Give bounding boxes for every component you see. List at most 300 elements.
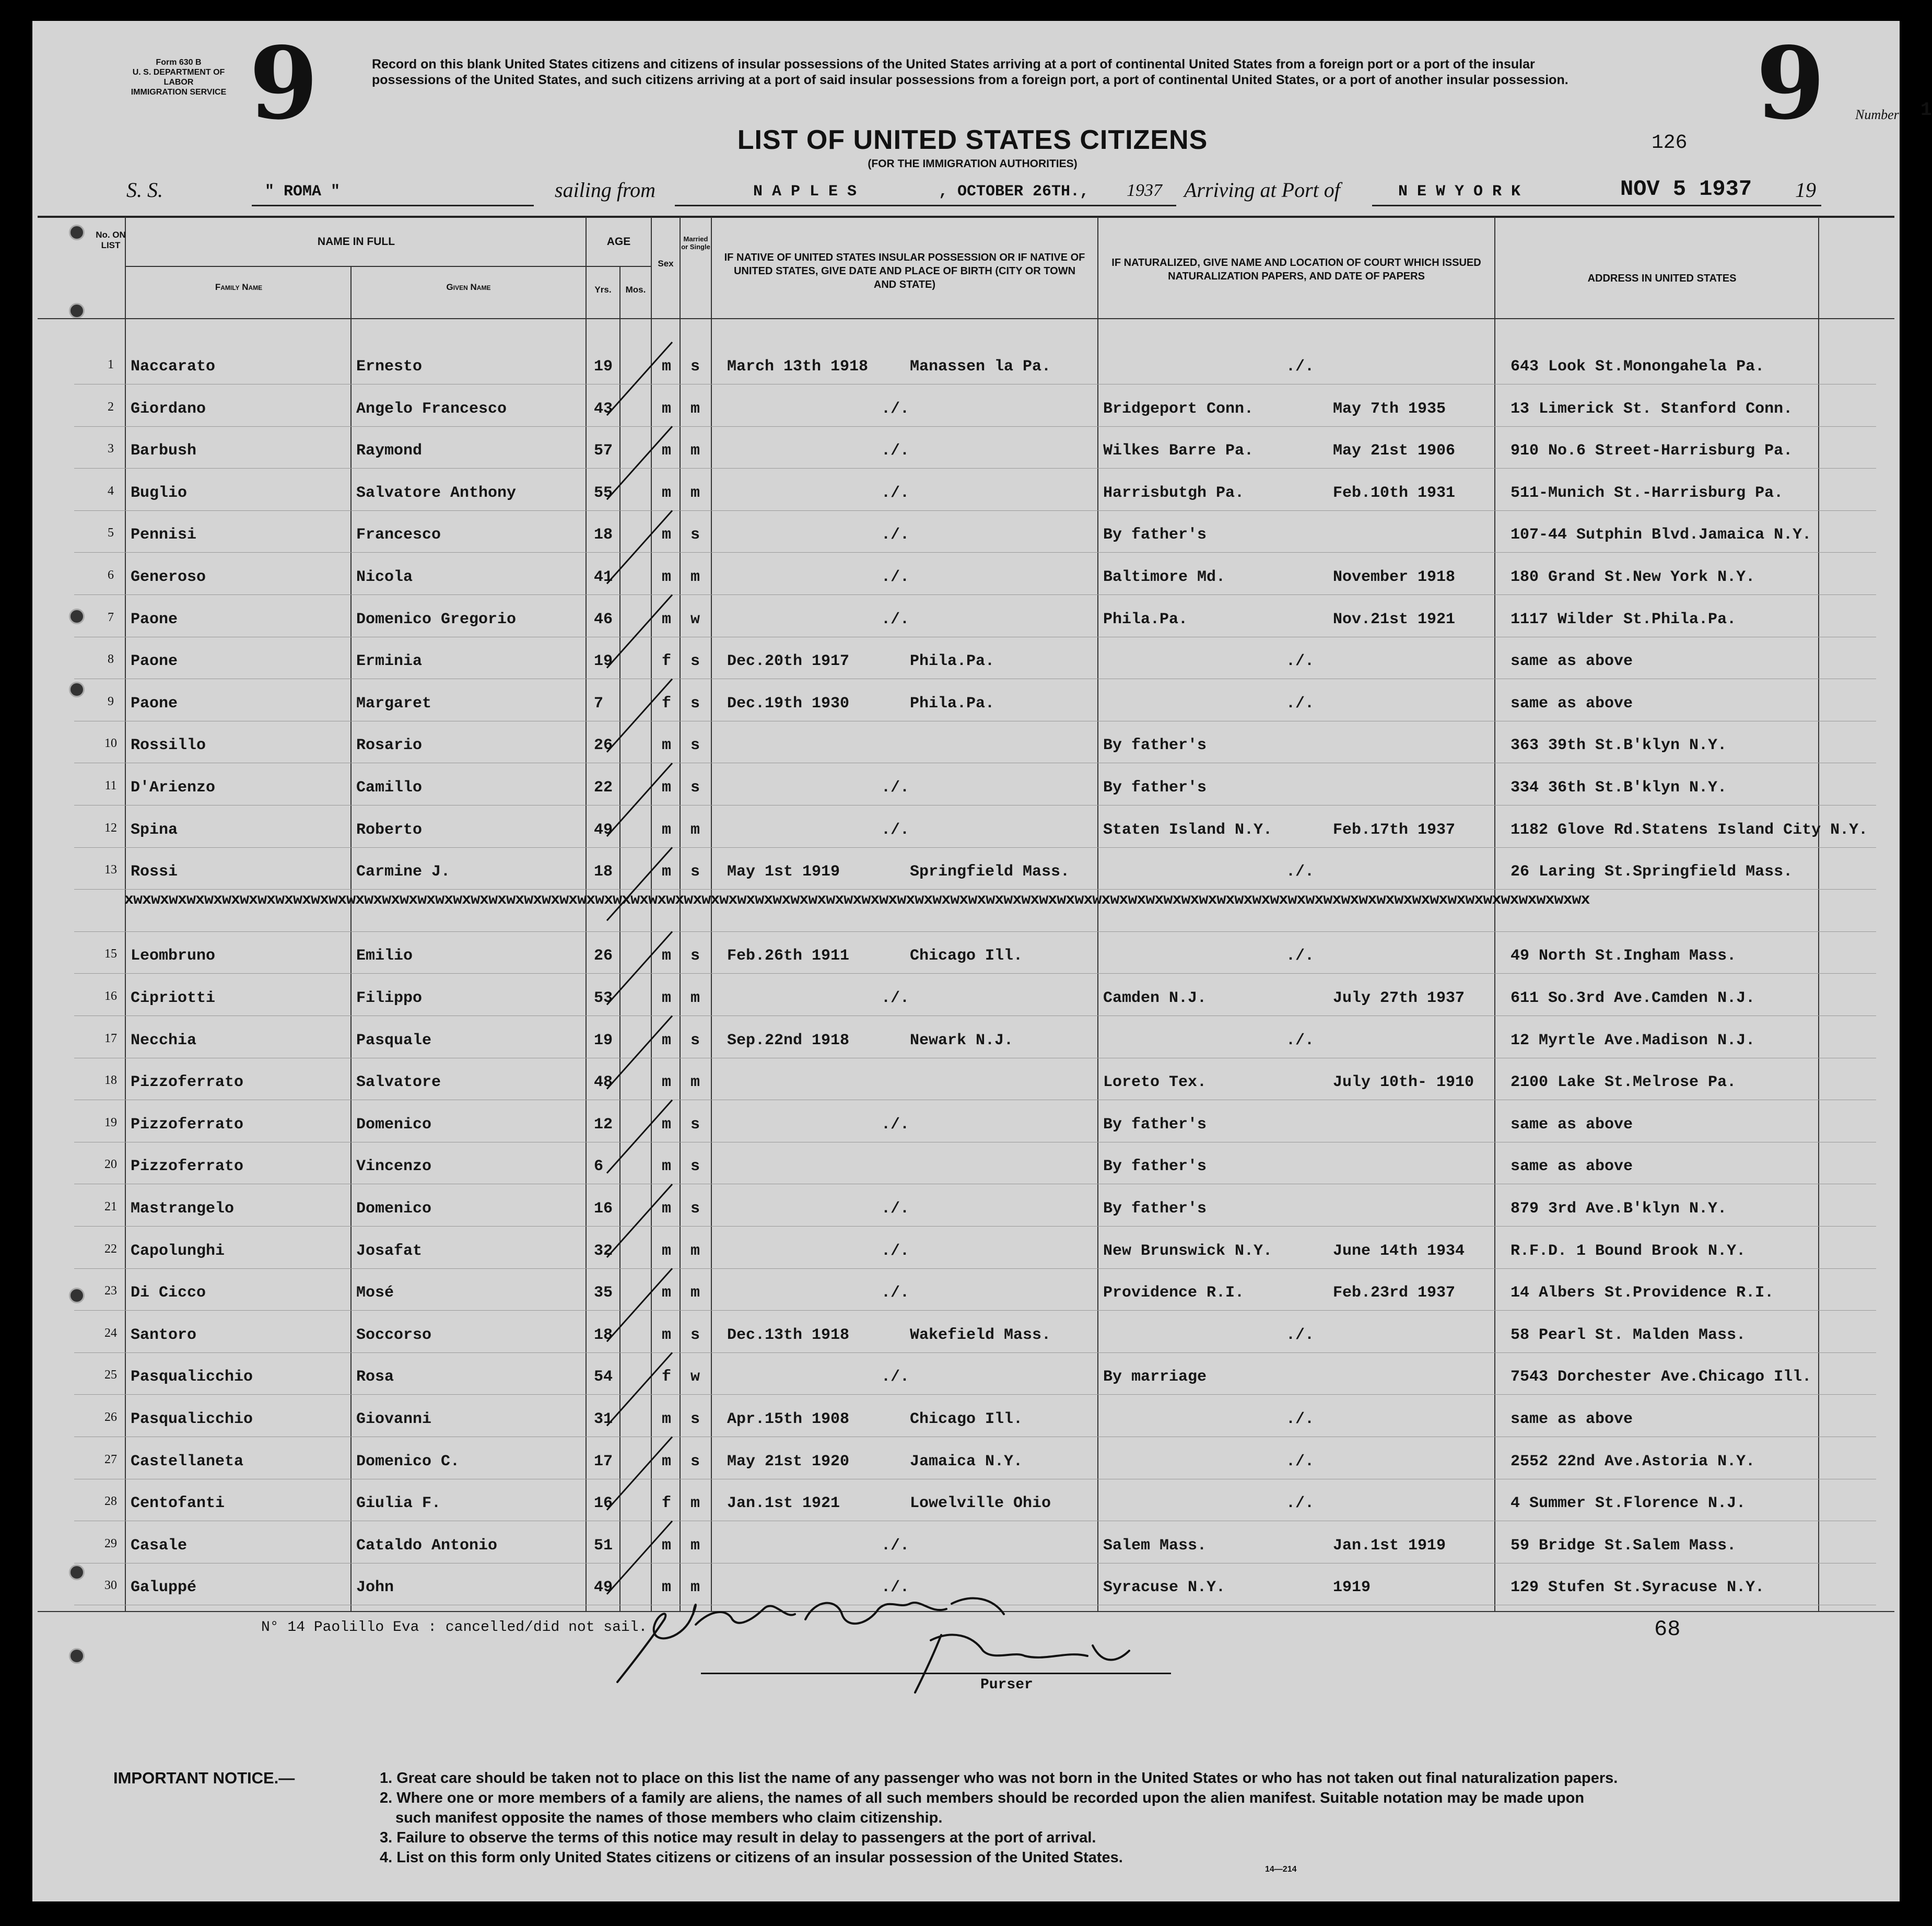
punch-hole-6 xyxy=(69,1565,85,1580)
birth-date: Apr.15th 1908 xyxy=(727,1410,850,1428)
family-name: Paone xyxy=(131,610,178,628)
row-number: 8 xyxy=(108,652,114,667)
row-number: 10 xyxy=(104,737,117,751)
naturalization-date: Nov.21st 1921 xyxy=(1333,610,1456,628)
marital-status: s xyxy=(690,1200,700,1218)
row-number: 30 xyxy=(104,1579,117,1593)
marital-status: s xyxy=(690,526,700,544)
row-rule xyxy=(74,510,1876,511)
marital-status: m xyxy=(690,1536,700,1555)
sex: m xyxy=(662,737,672,755)
birth-date: May 21st 1920 xyxy=(727,1452,850,1470)
ditto-mark: ./. xyxy=(881,568,910,586)
row-number: 2 xyxy=(108,400,114,414)
given-name: Carmine J. xyxy=(356,863,451,881)
family-name: Paone xyxy=(131,652,178,671)
punch-hole-7 xyxy=(69,1648,85,1664)
us-address: 611 So.3rd Ave.Camden N.J. xyxy=(1511,989,1755,1007)
family-name: Cipriotti xyxy=(131,989,216,1007)
marital-status: s xyxy=(690,1115,700,1134)
given-name: Raymond xyxy=(356,442,423,460)
family-name: Necchia xyxy=(131,1031,197,1049)
col-naturalized: IF NATURALIZED, GIVE NAME AND LOCATION OF COURT WHICH ISSUED NATURALIZATION PAPERS, AND DATE OF PAPERS xyxy=(1111,257,1481,282)
sex: m xyxy=(662,863,672,881)
family-name: Pizzoferrato xyxy=(131,1073,244,1092)
sex: m xyxy=(662,442,672,460)
punch-hole-4 xyxy=(69,682,85,697)
marital-status: m xyxy=(690,989,700,1007)
us-address: 26 Laring St.Springfield Mass. xyxy=(1511,863,1793,881)
age-years: 19 xyxy=(594,358,613,376)
big-number-right: 9 xyxy=(1756,25,1825,142)
ditto-mark: ./. xyxy=(1286,947,1315,965)
sex: m xyxy=(662,526,672,544)
family-name: Rossillo xyxy=(131,737,206,755)
naturalization-date: June 14th 1934 xyxy=(1333,1242,1465,1260)
sex: m xyxy=(662,1242,672,1260)
naturalization-court: By father's xyxy=(1103,1115,1207,1134)
row-number: 7 xyxy=(108,610,114,624)
given-name: Nicola xyxy=(356,568,413,586)
col-name-in-full: NAME IN FULL xyxy=(317,236,395,248)
marital-status: m xyxy=(690,1284,700,1302)
age-years: 16 xyxy=(594,1495,613,1513)
given-name: Salvatore xyxy=(356,1073,441,1092)
sex: m xyxy=(662,1200,672,1218)
row-rule xyxy=(74,1268,1876,1269)
marital-status: w xyxy=(690,610,700,628)
purser-signature-line xyxy=(701,1673,1171,1674)
us-address: R.F.D. 1 Bound Brook N.Y. xyxy=(1511,1242,1746,1260)
ditto-mark: ./. xyxy=(881,989,910,1007)
departure-date: , OCTOBER 26TH., xyxy=(939,183,1090,201)
sex: m xyxy=(662,1158,672,1176)
family-name: Leombruno xyxy=(131,947,216,965)
marital-status: m xyxy=(690,1579,700,1597)
us-address: 1117 Wilder St.Phila.Pa. xyxy=(1511,610,1737,628)
given-name: Ernesto xyxy=(356,358,423,376)
row-rule xyxy=(74,1310,1876,1311)
birth-place: Lowelville Ohio xyxy=(910,1495,1051,1513)
age-years: 7 xyxy=(594,694,604,713)
ship-name: " ROMA " xyxy=(265,183,341,201)
naturalization-date: Feb.10th 1931 xyxy=(1333,484,1456,502)
given-name: Josafat xyxy=(356,1242,423,1260)
naturalization-court: Providence R.I. xyxy=(1103,1284,1245,1302)
notice-item-1: 1. Great care should be taken not to place on this list the name of any passenger who was not born in the United States or who has not taken out final naturalization papers. xyxy=(380,1770,1618,1787)
marital-status: m xyxy=(690,400,700,418)
marital-status: s xyxy=(690,694,700,713)
age-years: 18 xyxy=(594,863,613,881)
sex: m xyxy=(662,1284,672,1302)
given-name: Rosa xyxy=(356,1368,394,1386)
sex: m xyxy=(662,610,672,628)
us-address: 2552 22nd Ave.Astoria N.Y. xyxy=(1511,1452,1755,1470)
family-name: Buglio xyxy=(131,484,188,502)
punch-hole-5 xyxy=(69,1288,85,1303)
naturalization-court: Camden N.J. xyxy=(1103,989,1207,1007)
birth-date: Feb.26th 1911 xyxy=(727,947,850,965)
marital-status: m xyxy=(690,1073,700,1092)
row-number: 5 xyxy=(108,526,114,540)
sex: m xyxy=(662,989,672,1007)
row-number: 26 xyxy=(104,1410,117,1424)
from-underline xyxy=(675,205,1176,206)
given-name: Soccorso xyxy=(356,1326,432,1344)
age-years: 6 xyxy=(594,1158,604,1176)
sex: m xyxy=(662,1115,672,1134)
age-years: 43 xyxy=(594,400,613,418)
marital-status: w xyxy=(690,1368,700,1386)
row-number: 28 xyxy=(104,1495,117,1509)
naturalization-court: By father's xyxy=(1103,779,1207,797)
given-name: Rosario xyxy=(356,737,423,755)
sex: m xyxy=(662,1326,672,1344)
age-years: 19 xyxy=(594,652,613,671)
purser-label: Purser xyxy=(980,1677,1033,1693)
us-address: same as above xyxy=(1511,1158,1633,1176)
col-no-on-list: No. ON LIST xyxy=(96,230,126,250)
ditto-mark: ./. xyxy=(881,1115,910,1134)
ditto-mark: ./. xyxy=(881,1242,910,1260)
row-number: 16 xyxy=(104,989,117,1003)
row-rule xyxy=(74,1226,1876,1227)
family-name: Barbush xyxy=(131,442,197,460)
sex: m xyxy=(662,821,672,839)
naturalization-date: Feb.17th 1937 xyxy=(1333,821,1456,839)
manifest-sheet xyxy=(32,21,1932,1901)
naturalization-court: Harrisbutgh Pa. xyxy=(1103,484,1245,502)
marital-status: s xyxy=(690,652,700,671)
ditto-mark: ./. xyxy=(881,526,910,544)
ditto-mark: ./. xyxy=(1286,694,1315,713)
birth-place: Springfield Mass. xyxy=(910,863,1070,881)
given-name: Erminia xyxy=(356,652,423,671)
sex: f xyxy=(662,694,672,713)
punch-hole-2 xyxy=(69,303,85,319)
family-name: Generoso xyxy=(131,568,206,586)
us-address: 59 Bridge St.Salem Mass. xyxy=(1511,1536,1737,1555)
row-rule xyxy=(74,847,1876,848)
us-address: 13 Limerick St. Stanford Conn. xyxy=(1511,400,1793,418)
age-years: 22 xyxy=(594,779,613,797)
given-name: Domenico xyxy=(356,1115,432,1134)
age-years: 48 xyxy=(594,1073,613,1092)
marital-status: m xyxy=(690,1242,700,1260)
naturalization-court: Phila.Pa. xyxy=(1103,610,1188,628)
naturalization-date: 1919 xyxy=(1333,1579,1371,1597)
given-name: Francesco xyxy=(356,526,441,544)
age-years: 19 xyxy=(594,1031,613,1049)
big-number-left: 9 xyxy=(249,25,319,142)
birth-date: Dec.20th 1917 xyxy=(727,652,850,671)
naturalization-court: By father's xyxy=(1103,526,1207,544)
row-rule xyxy=(74,973,1876,974)
col-given-name: Given Name xyxy=(446,282,491,292)
port-from: N A P L E S xyxy=(753,183,857,201)
ditto-mark: ./. xyxy=(881,1368,910,1386)
family-name: Pizzoferrato xyxy=(131,1115,244,1134)
sex: m xyxy=(662,1410,672,1428)
given-name: Mosé xyxy=(356,1284,394,1302)
marital-status: s xyxy=(690,863,700,881)
row-number: 19 xyxy=(104,1115,117,1129)
arrival-date-stamp: NOV 5 1937 xyxy=(1620,177,1752,202)
row-number: 1 xyxy=(108,358,114,371)
age-years: 18 xyxy=(594,526,613,544)
number-value: 1 xyxy=(1921,99,1932,121)
given-name: Margaret xyxy=(356,694,432,713)
naturalization-date: May 21st 1906 xyxy=(1333,442,1456,460)
age-years: 17 xyxy=(594,1452,613,1470)
marital-status: m xyxy=(690,1495,700,1513)
ditto-mark: ./. xyxy=(1286,1031,1315,1049)
birth-place: Jamaica N.Y. xyxy=(910,1452,1023,1470)
punch-hole-3 xyxy=(69,609,85,624)
birth-date: Sep.22nd 1918 xyxy=(727,1031,850,1049)
row-rule xyxy=(74,889,1876,890)
row-rule xyxy=(74,1352,1876,1353)
form-code: 14—214 xyxy=(1265,1865,1297,1874)
form-number: Form 630 B xyxy=(156,58,202,67)
stamped-number: 126 xyxy=(1652,132,1688,154)
notice-item-4: 4. List on this form only United States citizens or citizens of an insular possession of the United States. xyxy=(380,1849,1123,1866)
age-years: 49 xyxy=(594,821,613,839)
naturalization-date: July 10th- 1910 xyxy=(1333,1073,1474,1092)
row-number: 22 xyxy=(104,1242,117,1256)
row-number: 25 xyxy=(104,1368,117,1382)
birth-place: Chicago Ill. xyxy=(910,1410,1023,1428)
naturalization-court: Loreto Tex. xyxy=(1103,1073,1207,1092)
sex: m xyxy=(662,400,672,418)
ditto-mark: ./. xyxy=(881,779,910,797)
us-address: 180 Grand St.New York N.Y. xyxy=(1511,568,1755,586)
naturalization-court: Staten Island N.Y. xyxy=(1103,821,1273,839)
given-name: Domenico C. xyxy=(356,1452,460,1470)
number-label: Number xyxy=(1855,107,1899,122)
age-years: 35 xyxy=(594,1284,613,1302)
us-address: 910 No.6 Street-Harrisburg Pa. xyxy=(1511,442,1793,460)
naturalization-court: Wilkes Barre Pa. xyxy=(1103,442,1254,460)
marital-status: s xyxy=(690,1410,700,1428)
family-name: Capolunghi xyxy=(131,1242,225,1260)
col-married-single: Married or Single xyxy=(681,235,710,251)
ditto-mark: ./. xyxy=(1286,1326,1315,1344)
ditto-mark: ./. xyxy=(881,821,910,839)
row-rule xyxy=(74,805,1876,806)
marital-status: s xyxy=(690,737,700,755)
arriving-label: Arriving at Port of xyxy=(1184,178,1340,202)
age-years: 53 xyxy=(594,989,613,1007)
ditto-mark: ./. xyxy=(1286,863,1315,881)
age-years: 16 xyxy=(594,1200,613,1218)
birth-place: Phila.Pa. xyxy=(910,652,995,671)
given-name: Camillo xyxy=(356,779,423,797)
given-name: Domenico xyxy=(356,1200,432,1218)
age-years: 18 xyxy=(594,1326,613,1344)
sex: f xyxy=(662,1495,672,1513)
naturalization-date: Feb.23rd 1937 xyxy=(1333,1284,1456,1302)
ditto-mark: ./. xyxy=(881,1200,910,1218)
age-years: 49 xyxy=(594,1579,613,1597)
naturalization-court: Baltimore Md. xyxy=(1103,568,1226,586)
family-name: Naccarato xyxy=(131,358,216,376)
row-rule xyxy=(74,552,1876,553)
us-address: same as above xyxy=(1511,1410,1633,1428)
row-rule xyxy=(74,468,1876,469)
page-stamp: 68 xyxy=(1654,1617,1681,1642)
naturalization-court: New Brunswick N.Y. xyxy=(1103,1242,1273,1260)
notice-heading: IMPORTANT NOTICE.— xyxy=(113,1769,295,1787)
birth-date: March 13th 1918 xyxy=(727,358,869,376)
naturalization-court: By marriage xyxy=(1103,1368,1207,1386)
row-number: 9 xyxy=(108,694,114,708)
age-years: 26 xyxy=(594,737,613,755)
row-number: 18 xyxy=(104,1073,117,1088)
sex: f xyxy=(662,652,672,671)
given-name: Salvatore Anthony xyxy=(356,484,517,502)
us-address: same as above xyxy=(1511,1115,1633,1134)
naturalization-date: July 27th 1937 xyxy=(1333,989,1465,1007)
row-number: 3 xyxy=(108,442,114,456)
us-address: 363 39th St.B'klyn N.Y. xyxy=(1511,737,1727,755)
row-number: 4 xyxy=(108,484,114,498)
col-yrs: Yrs. xyxy=(594,285,612,295)
family-name: Giordano xyxy=(131,400,206,418)
sex: m xyxy=(662,1031,672,1049)
marital-status: s xyxy=(690,1326,700,1344)
sex: m xyxy=(662,1536,672,1555)
age-years: 51 xyxy=(594,1536,613,1555)
given-name: Angelo Francesco xyxy=(356,400,507,418)
ss-label: S. S. xyxy=(126,178,163,202)
marital-status: s xyxy=(690,947,700,965)
row-number: 6 xyxy=(108,568,114,582)
notice-item-3: 3. Failure to observe the terms of this notice may result in delay to passengers at the port of arrival. xyxy=(380,1829,1096,1846)
family-name: Pasqualicchio xyxy=(131,1368,253,1386)
marital-status: s xyxy=(690,1452,700,1470)
ditto-mark: ./. xyxy=(1286,1410,1315,1428)
row-number: 11 xyxy=(104,779,117,792)
row-rule xyxy=(74,1394,1876,1395)
sex: m xyxy=(662,1452,672,1470)
ditto-mark: ./. xyxy=(1286,1495,1315,1513)
page-title: LIST OF UNITED STATES CITIZENS xyxy=(737,125,1208,155)
sex: m xyxy=(662,1073,672,1092)
given-name: Pasquale xyxy=(356,1031,432,1049)
marital-status: s xyxy=(690,1158,700,1176)
ship-underline xyxy=(252,205,534,206)
age-years: 26 xyxy=(594,947,613,965)
sex: m xyxy=(662,1579,672,1597)
family-name: Di Cicco xyxy=(131,1284,206,1302)
age-years: 41 xyxy=(594,568,613,586)
us-address: 334 36th St.B'klyn N.Y. xyxy=(1511,779,1727,797)
row-rule xyxy=(74,426,1876,427)
age-years: 32 xyxy=(594,1242,613,1260)
given-name: Domenico Gregorio xyxy=(356,610,517,628)
col-mos: Mos. xyxy=(625,285,646,295)
sex: m xyxy=(662,358,672,376)
ditto-mark: ./. xyxy=(881,484,910,502)
ditto-mark: ./. xyxy=(881,610,910,628)
year-suffix: 19 xyxy=(1795,178,1816,202)
birth-place: Wakefield Mass. xyxy=(910,1326,1051,1344)
punch-hole-1 xyxy=(69,225,85,240)
marital-status: m xyxy=(690,821,700,839)
service-name: IMMIGRATION SERVICE xyxy=(131,88,227,97)
marital-status: m xyxy=(690,484,700,502)
row-number: 21 xyxy=(104,1200,117,1213)
notice-item-2-cont: such manifest opposite the names of those members who claim citizenship. xyxy=(395,1810,943,1826)
col-family-name: Family Name xyxy=(215,282,263,292)
sex: m xyxy=(662,484,672,502)
us-address: 7543 Dorchester Ave.Chicago Ill. xyxy=(1511,1368,1812,1386)
to-underline xyxy=(1372,205,1821,206)
family-name: Rossi xyxy=(131,863,178,881)
family-name: D'Arienzo xyxy=(131,779,216,797)
marital-status: s xyxy=(690,1031,700,1049)
us-address: 107-44 Sutphin Blvd.Jamaica N.Y. xyxy=(1511,526,1812,544)
birth-date: May 1st 1919 xyxy=(727,863,840,881)
col-address: ADDRESS IN UNITED STATES xyxy=(1587,273,1737,284)
naturalization-court: By father's xyxy=(1103,737,1207,755)
marital-status: m xyxy=(690,568,700,586)
family-name: Centofanti xyxy=(131,1495,225,1513)
family-name: Spina xyxy=(131,821,178,839)
birth-place: Phila.Pa. xyxy=(910,694,995,713)
col-sex: Sex xyxy=(658,259,674,269)
row-number: 12 xyxy=(104,821,117,835)
row-number: 17 xyxy=(104,1031,117,1045)
given-name: Roberto xyxy=(356,821,423,839)
marital-status: s xyxy=(690,358,700,376)
given-name: John xyxy=(356,1579,394,1597)
family-name: Paone xyxy=(131,694,178,713)
family-name: Pasqualicchio xyxy=(131,1410,253,1428)
us-address: 129 Stufen St.Syracuse N.Y. xyxy=(1511,1579,1765,1597)
sex: f xyxy=(662,1368,672,1386)
department-name: U. S. DEPARTMENT OF LABOR xyxy=(132,68,225,87)
naturalization-court: Syracuse N.Y. xyxy=(1103,1579,1226,1597)
record-instructions: Record on this blank United States citizens and citizens of insular possessions of the United States arriving at a port of continental United States from a foreign port or a port of the insular possessions of the United States, and such citizens arriving at a port of said insular possessions from a foreign port, a port of continental United States, or a port of another insular possession. xyxy=(372,57,1568,87)
us-address: 14 Albers St.Providence R.I. xyxy=(1511,1284,1774,1302)
sex: m xyxy=(662,779,672,797)
birth-place: Manassen la Pa. xyxy=(910,358,1051,376)
age-years: 46 xyxy=(594,610,613,628)
page-subtitle: (FOR THE IMMIGRATION AUTHORITIES) xyxy=(868,158,1078,170)
ditto-mark: ./. xyxy=(1286,358,1315,376)
row-number: 29 xyxy=(104,1536,117,1550)
given-name: Giovanni xyxy=(356,1410,432,1428)
naturalization-date: May 7th 1935 xyxy=(1333,400,1446,418)
given-name: Filippo xyxy=(356,989,423,1007)
marital-status: m xyxy=(690,442,700,460)
ditto-mark: ./. xyxy=(1286,652,1315,671)
ditto-mark: ./. xyxy=(881,1284,910,1302)
age-years: 57 xyxy=(594,442,613,460)
us-address: 511-Munich St.-Harrisburg Pa. xyxy=(1511,484,1784,502)
us-address: 2100 Lake St.Melrose Pa. xyxy=(1511,1073,1737,1092)
given-name: Cataldo Antonio xyxy=(356,1536,498,1555)
cancellation-note: N° 14 Paolillo Eva : cancelled/did not sail. xyxy=(261,1619,648,1636)
form-identifier xyxy=(119,57,239,97)
family-name: Mastrangelo xyxy=(131,1200,235,1218)
sex: m xyxy=(662,568,672,586)
naturalization-court: By father's xyxy=(1103,1200,1207,1218)
birth-date: Dec.19th 1930 xyxy=(727,694,850,713)
col-birth: IF NATIVE OF UNITED STATES INSULAR POSSESSION OR IF NATIVE OF UNITED STATES, GIVE DATE AND PLACE OF BIRTH (CITY OR TOWN AND STATE) xyxy=(724,252,1085,290)
